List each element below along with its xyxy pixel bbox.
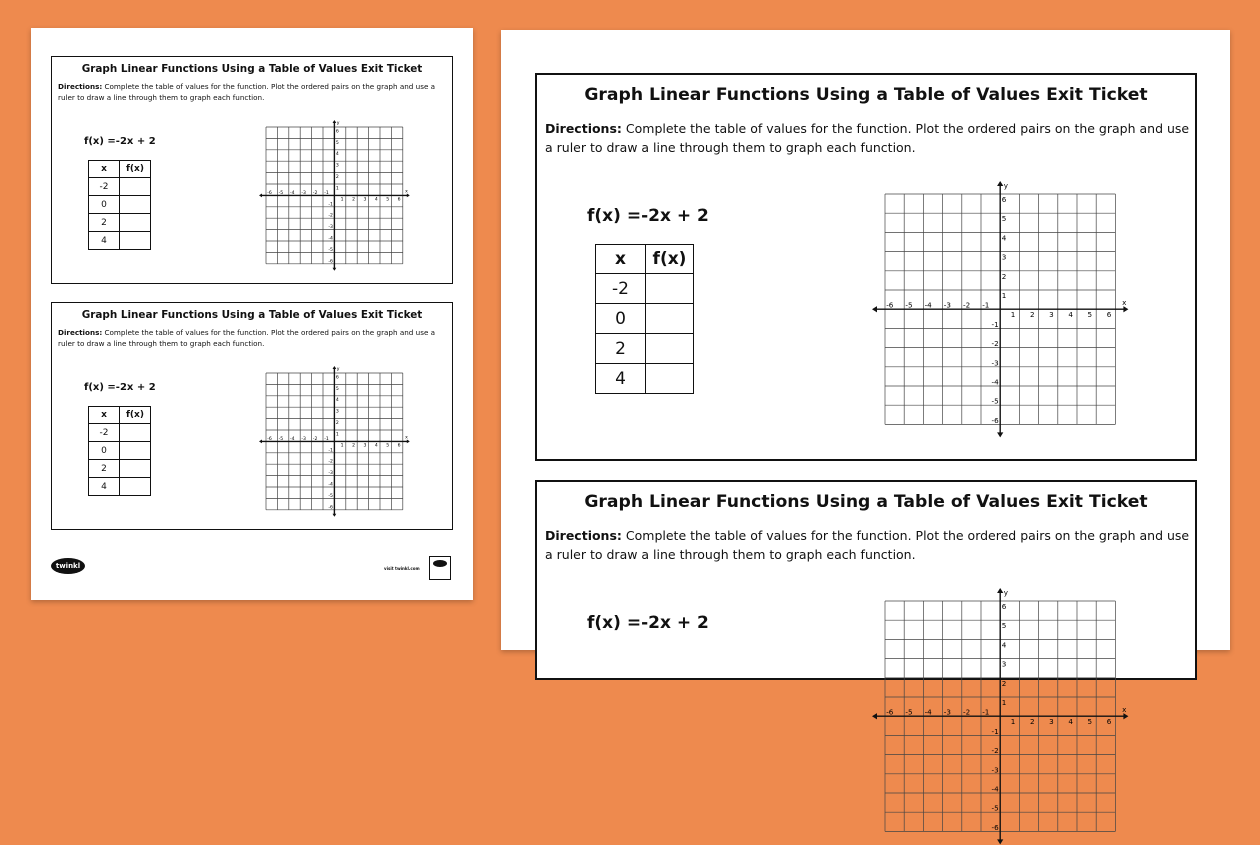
axis-arrow	[1123, 306, 1128, 312]
ticket-title: Graph Linear Functions Using a Table of Values Exit Ticket	[81, 63, 423, 75]
table-fx-cell[interactable]	[120, 442, 151, 460]
grid-svg	[258, 365, 411, 518]
y-tick-label: 1	[1001, 697, 1007, 707]
x-tick-label: -5	[278, 190, 284, 196]
x-tick-label: -2	[962, 300, 971, 310]
footer-url: visit twinkl.com	[384, 566, 420, 571]
y-tick-label: 4	[335, 152, 339, 158]
table-x-cell: -2	[89, 424, 120, 442]
axis-arrow	[997, 432, 1003, 437]
table-fx-cell[interactable]	[646, 364, 694, 394]
table-fx-cell[interactable]	[120, 214, 151, 232]
axis-arrow	[872, 713, 877, 719]
x-tick-label: 6	[397, 443, 401, 449]
x-tick-label: -4	[924, 300, 932, 310]
badge-logo-icon	[433, 560, 447, 567]
y-tick-label: 3	[1001, 659, 1007, 669]
x-tick-label: -5	[905, 300, 913, 310]
table-header-fx: f(x)	[120, 161, 151, 178]
y-tick-label: -3	[328, 225, 333, 231]
table-header-fx: f(x)	[120, 407, 151, 424]
exit-ticket	[535, 73, 1197, 461]
x-tick-label: -1	[982, 707, 990, 717]
directions-text: Complete the table of values for the function. Plot the ordered pairs on the graph and use a ruler to draw a line through them to graph each function.	[58, 328, 436, 349]
axis-arrow	[997, 588, 1003, 593]
table-x-cell: -2	[89, 178, 120, 196]
y-axis-label: y	[1003, 180, 1009, 190]
y-tick-label: -2	[991, 746, 999, 756]
y-tick-label: -6	[991, 822, 999, 832]
x-tick-label: -3	[943, 707, 951, 717]
function-label: f(x) =-2x + 2	[587, 613, 709, 633]
x-tick-label: 3	[1049, 309, 1054, 319]
axis-arrow	[333, 268, 337, 271]
x-tick-label: 2	[352, 443, 355, 449]
y-tick-label: 5	[335, 140, 339, 146]
x-tick-label: 2	[1029, 716, 1035, 726]
table-x-cell: 0	[596, 304, 646, 334]
axis-arrow	[997, 181, 1003, 186]
y-tick-label: -5	[991, 396, 999, 406]
directions	[58, 81, 446, 103]
y-tick-label: -6	[328, 505, 333, 511]
y-tick-label: -4	[991, 784, 999, 794]
y-tick-label: 6	[335, 375, 339, 381]
x-tick-label: -1	[324, 190, 329, 196]
table-of-values	[88, 406, 151, 496]
table-x-cell: 4	[596, 364, 646, 394]
y-tick-label: 5	[1001, 214, 1007, 224]
exit-ticket	[51, 302, 453, 530]
x-tick-label: 1	[1010, 716, 1016, 726]
y-tick-label: -2	[328, 459, 333, 465]
y-tick-label: 6	[335, 129, 339, 135]
x-tick-label: 6	[1106, 716, 1112, 726]
x-tick-label: 6	[397, 197, 401, 203]
grid-svg	[871, 180, 1129, 438]
function-label: f(x) =-2x + 2	[84, 136, 156, 147]
worksheet-page-thumbnail	[31, 28, 473, 600]
x-tick-label: 1	[1010, 309, 1016, 319]
table-fx-cell[interactable]	[646, 304, 694, 334]
directions-label: Directions:	[545, 121, 622, 136]
x-tick-label: -3	[943, 300, 951, 310]
table-x-cell: 2	[596, 334, 646, 364]
directions	[545, 119, 1193, 158]
directions-label: Directions:	[545, 528, 622, 543]
coordinate-grid[interactable]	[871, 587, 1129, 845]
coordinate-grid[interactable]	[258, 119, 411, 272]
directions-text: Complete the table of values for the function. Plot the ordered pairs on the graph and use a ruler to draw a line through them to graph each function.	[58, 82, 436, 103]
directions	[545, 526, 1193, 565]
y-tick-label: 4	[1001, 640, 1007, 650]
page-footer	[51, 554, 453, 584]
x-tick-label: 4	[1068, 309, 1073, 319]
table-fx-cell[interactable]	[120, 478, 151, 496]
directions-label: Directions:	[58, 82, 103, 91]
table-fx-cell[interactable]	[120, 424, 151, 442]
y-tick-label: 4	[1001, 233, 1007, 243]
exit-ticket	[51, 56, 453, 284]
coordinate-grid[interactable]	[871, 180, 1129, 438]
y-tick-label: -5	[328, 493, 333, 499]
x-tick-label: 3	[363, 443, 367, 449]
table-header-x: x	[89, 407, 120, 424]
y-tick-label: 1	[335, 186, 339, 192]
x-tick-label: 5	[1087, 716, 1093, 726]
y-tick-label: 5	[1001, 621, 1007, 631]
x-tick-label: -2	[312, 190, 318, 196]
axis-arrow	[872, 306, 877, 312]
y-tick-label: -1	[328, 202, 333, 208]
table-x-cell: -2	[596, 274, 646, 304]
y-tick-label: -2	[328, 213, 333, 219]
y-tick-label: -6	[991, 415, 999, 425]
table-x-cell: 0	[89, 196, 120, 214]
y-tick-label: 5	[335, 386, 339, 392]
x-tick-label: -4	[289, 190, 295, 196]
ticket-title: Graph Linear Functions Using a Table of Values Exit Ticket	[584, 492, 1148, 512]
axis-arrow	[259, 440, 262, 444]
y-tick-label: 3	[335, 163, 339, 169]
directions-text: Complete the table of values for the function. Plot the ordered pairs on the graph and use a ruler to draw a line through them to graph each function.	[545, 121, 1190, 156]
table-of-values	[88, 160, 151, 250]
coordinate-grid[interactable]	[258, 365, 411, 518]
y-tick-label: -3	[328, 471, 333, 477]
y-tick-label: -1	[991, 319, 999, 329]
x-tick-label: 1	[340, 197, 344, 203]
x-tick-label: -6	[886, 300, 894, 310]
x-tick-label: -6	[886, 707, 894, 717]
table-fx-cell[interactable]	[120, 196, 151, 214]
exit-ticket	[535, 480, 1197, 832]
x-tick-label: -3	[301, 190, 306, 196]
x-tick-label: 4	[1068, 716, 1073, 726]
x-axis-label: x	[1122, 704, 1127, 714]
y-axis-label: y	[336, 121, 340, 127]
x-tick-label: -4	[289, 436, 295, 442]
y-tick-label: 1	[335, 432, 339, 438]
x-tick-label: -2	[962, 707, 971, 717]
x-tick-label: -2	[312, 436, 318, 442]
y-tick-label: 4	[335, 398, 339, 404]
table-header-x: x	[89, 161, 120, 178]
x-tick-label: 4	[374, 443, 378, 449]
y-tick-label: -5	[991, 803, 999, 813]
y-tick-label: -2	[991, 339, 999, 349]
grid-svg	[871, 587, 1129, 845]
table-header-x: x	[596, 245, 646, 274]
table-fx-cell[interactable]	[646, 274, 694, 304]
y-tick-label: 2	[335, 420, 339, 426]
x-tick-label: -6	[267, 436, 272, 442]
x-tick-label: 5	[386, 443, 390, 449]
grid-svg	[258, 119, 411, 272]
y-tick-label: 6	[1001, 194, 1007, 204]
x-tick-label: 5	[1087, 309, 1093, 319]
x-tick-label: 2	[352, 197, 355, 203]
table-x-cell: 0	[89, 442, 120, 460]
y-tick-label: 2	[1001, 678, 1007, 688]
x-axis-label: x	[405, 435, 408, 441]
x-tick-label: 2	[1029, 309, 1035, 319]
table-fx-cell[interactable]	[120, 178, 151, 196]
y-tick-label: -4	[328, 236, 333, 242]
worksheet-page-zoomed	[501, 30, 1230, 832]
x-axis-label: x	[405, 189, 408, 195]
y-tick-label: -3	[991, 358, 999, 368]
twinkl-logo: twinkl	[51, 558, 85, 574]
x-tick-label: -1	[982, 300, 990, 310]
y-tick-label: -6	[328, 259, 333, 265]
y-tick-label: -4	[991, 377, 999, 387]
y-tick-label: 6	[1001, 601, 1007, 611]
x-tick-label: -5	[905, 707, 913, 717]
table-x-cell: 4	[89, 478, 120, 496]
y-tick-label: -4	[328, 482, 333, 488]
x-tick-label: -4	[924, 707, 932, 717]
table-x-cell: 2	[89, 460, 120, 478]
y-axis-label: y	[336, 367, 340, 373]
y-tick-label: 3	[335, 409, 339, 415]
y-tick-label: 3	[1001, 252, 1007, 262]
directions-text: Complete the table of values for the function. Plot the ordered pairs on the graph and use a ruler to draw a line through them to graph each function.	[545, 528, 1190, 563]
y-tick-label: -1	[991, 726, 999, 736]
table-fx-cell[interactable]	[120, 232, 151, 250]
axis-arrow	[259, 194, 262, 198]
ticket-title: Graph Linear Functions Using a Table of Values Exit Ticket	[584, 85, 1148, 105]
function-label: f(x) =-2x + 2	[84, 382, 156, 393]
y-tick-label: 2	[1001, 271, 1007, 281]
axis-arrow	[333, 514, 337, 517]
x-tick-label: -6	[267, 190, 272, 196]
table-fx-cell[interactable]	[120, 460, 151, 478]
x-tick-label: 3	[1049, 716, 1054, 726]
x-tick-label: -5	[278, 436, 284, 442]
y-tick-label: -3	[991, 765, 999, 775]
y-tick-label: -5	[328, 247, 333, 253]
function-label: f(x) =-2x + 2	[587, 206, 709, 226]
y-tick-label: 2	[335, 174, 339, 180]
x-tick-label: 5	[386, 197, 390, 203]
x-tick-label: -1	[324, 436, 329, 442]
table-x-cell: 2	[89, 214, 120, 232]
table-of-values	[595, 244, 694, 394]
table-fx-cell[interactable]	[646, 334, 694, 364]
y-tick-label: -1	[328, 448, 333, 454]
x-tick-label: -3	[301, 436, 306, 442]
x-tick-label: 6	[1106, 309, 1112, 319]
axis-arrow	[997, 839, 1003, 844]
directions-label: Directions:	[58, 328, 103, 337]
directions	[58, 327, 446, 349]
table-x-cell: 4	[89, 232, 120, 250]
x-tick-label: 3	[363, 197, 367, 203]
x-tick-label: 4	[374, 197, 378, 203]
y-axis-label: y	[1003, 587, 1009, 597]
x-tick-label: 1	[340, 443, 344, 449]
quality-badge	[429, 556, 451, 580]
y-tick-label: 1	[1001, 290, 1007, 300]
x-axis-label: x	[1122, 297, 1127, 307]
ticket-title: Graph Linear Functions Using a Table of Values Exit Ticket	[81, 309, 423, 321]
table-header-fx: f(x)	[646, 245, 694, 274]
axis-arrow	[1123, 713, 1128, 719]
